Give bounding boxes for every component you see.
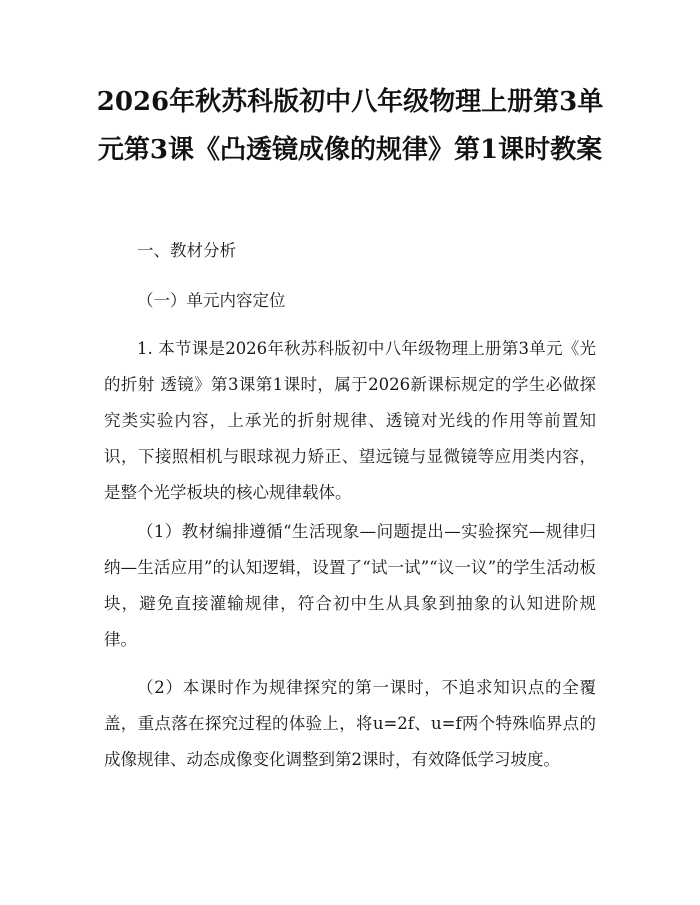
paragraph: （2）本课时作为规律探究的第一课时，不追求知识点的全覆盖，重点落在探究过程的体验上，将u=2f、u=f两个特殊临界点的成像规律、动态成像变化调整到第2课时，有效降低学习坡度。	[104, 678, 596, 769]
document-title: 2026年秋苏科版初中八年级物理上册第3单元第3课《凸透镜成像的规律》第1课时教案	[96, 87, 604, 165]
section-heading: 一、教材分析	[137, 241, 236, 260]
paragraph: （1）教材编排遵循“生活现象—问题提出—实验探究—规律归纳—生活应用”的认知逻辑，设置了“试一试”“议一议”的学生活动板块，避免直接灌输规律，符合初中生从具象到抽象的认知进阶规律。	[104, 522, 596, 649]
paragraph: 1. 本节课是2026年秋苏科版初中八年级物理上册第3单元《光的折射 透镜》第3课第1课时，属于2026新课标规定的学生必做探究类实验内容，上承光的折射规律、透镜对光线的作用等前置知识，下接照相机与眼球视力矫正、望远镜与显微镜等应用类内容，是整个光学板块的核心规律载体。	[104, 339, 596, 502]
subsection-heading: （一）单元内容定位	[137, 291, 286, 310]
